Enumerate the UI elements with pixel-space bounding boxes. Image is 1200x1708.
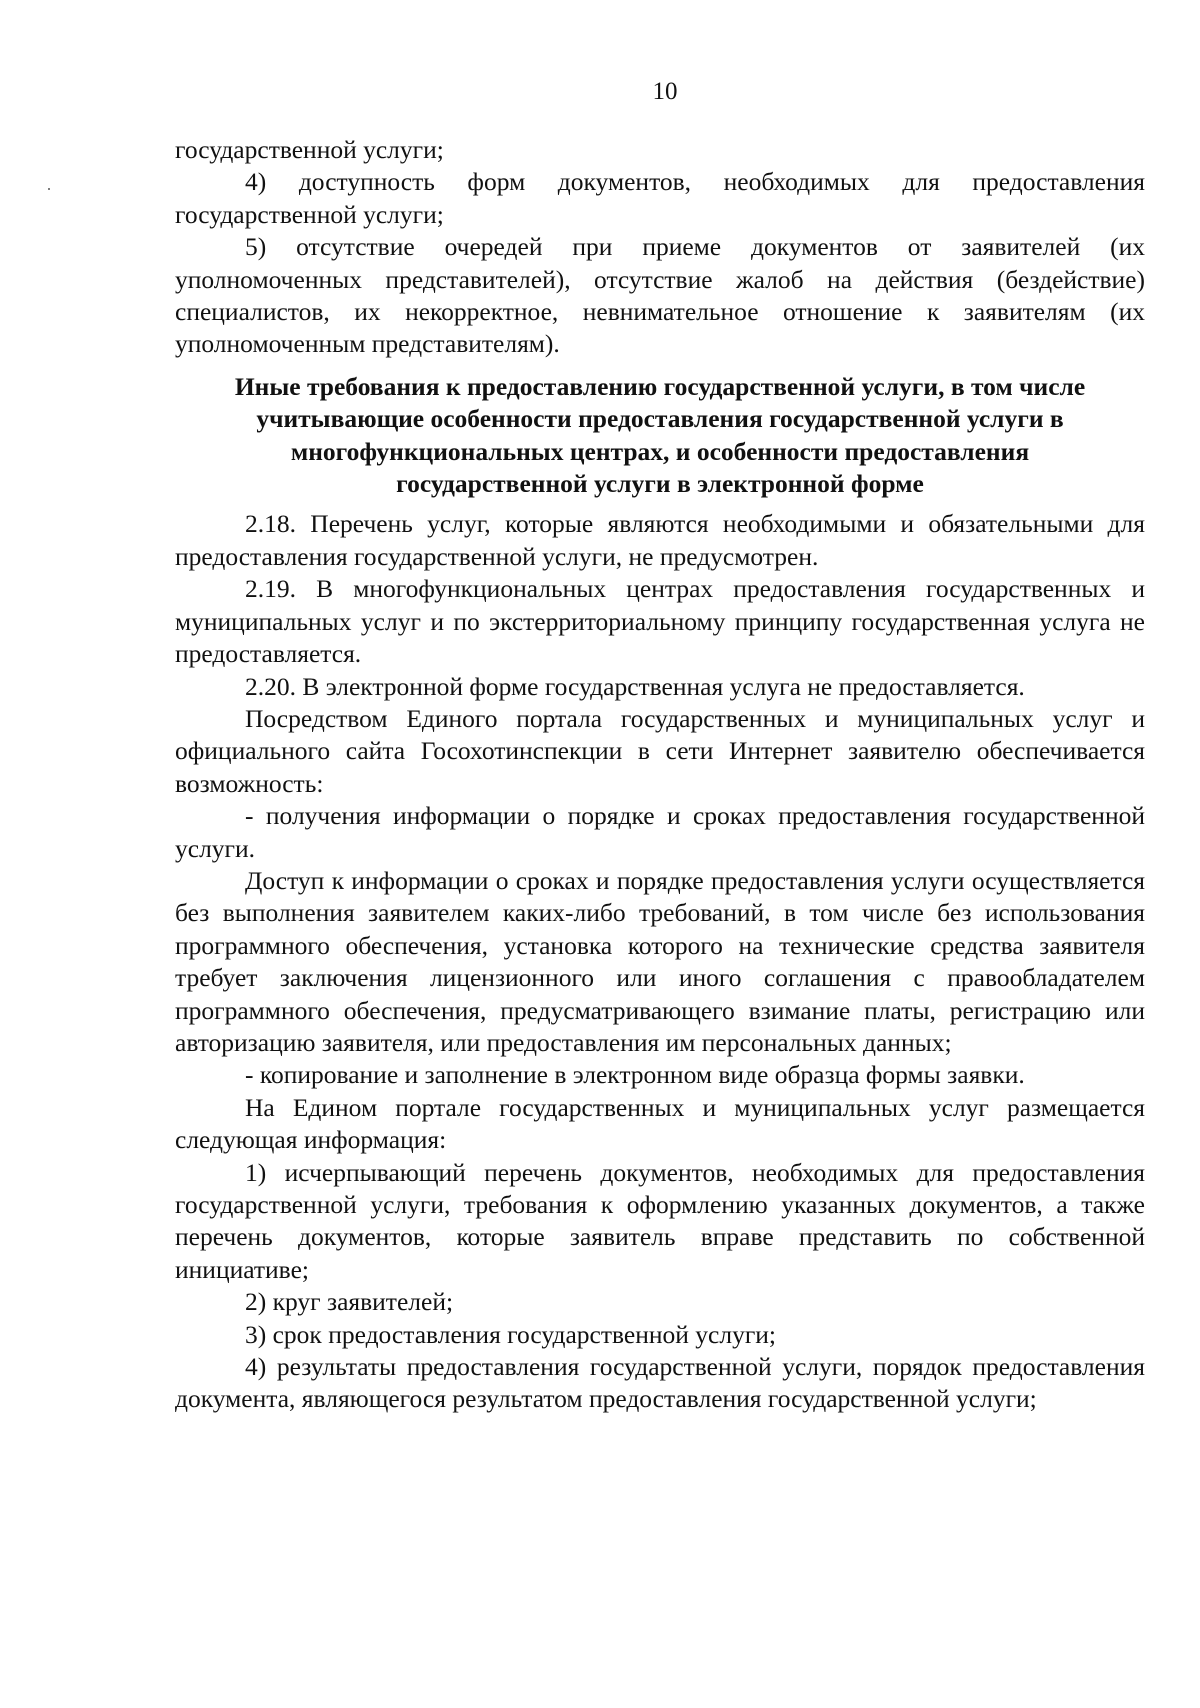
paragraph: 1) исчерпывающий перечень документов, необходимых для предоставления государственной услуги, требования к оформлению указанных документов, а также перечень документов, которые заявитель вправе представить по собственной инициативе;	[175, 1157, 1145, 1284]
heading-line: многофункциональных центрах, и особенности предоставления	[290, 436, 1030, 466]
paragraph: 2.19. В многофункциональных центрах предоставления государственных и муниципальных услуг и по экстерриториальному принципу государственная услуга не предоставляется.	[175, 574, 1145, 669]
paragraph: 5) отсутствие очередей при приеме документов от заявителей (их уполномоченных представителей), отсутствие жалоб на действия (бездействие) специалистов, их некорректное, невнимательное отношение к заявителям (их уполномоченным представителям).	[175, 232, 1145, 359]
document-body	[175, 134, 1145, 1416]
paragraph: - копирование и заполнение в электронном виде образца формы заявки.	[245, 1060, 1025, 1090]
paragraph: государственной услуги;	[175, 135, 444, 164]
paragraph: 3) срок предоставления государственной услуги;	[245, 1319, 777, 1349]
section-after-heading	[175, 508, 1145, 1415]
paragraph: На Едином портале государственных и муниципальных услуг размещается следующая информация:	[175, 1092, 1145, 1155]
section-before-heading	[175, 134, 1145, 361]
paragraph: Доступ к информации о сроках и порядке предоставления услуги осуществляется без выполнения заявителем каких-либо требований, в том числе без использования программного обеспечения, установка которого на технические средства заявителя требует заключения лицензионного или иного соглашения с правообладателем программного обеспечения, предусматривающего взимание платы, регистрацию или авторизацию заявителя, или предоставления им персональных данных;	[175, 865, 1145, 1057]
heading-line: Иные требования к предоставлению государственной услуги, в том числе	[234, 371, 1086, 401]
heading-line: учитывающие особенности предоставления государственной услуги в	[256, 404, 1064, 434]
scan-speck	[48, 188, 50, 190]
paragraph: 4) результаты предоставления государственной услуги, порядок предоставления документа, являющегося результатом предоставления государственной услуги;	[175, 1352, 1145, 1414]
heading-line: государственной услуги в электронной форме	[396, 469, 924, 499]
paragraph: 4) доступность форм документов, необходимых для предоставления государственной услуги;	[175, 167, 1145, 229]
page-number: 10	[652, 78, 678, 105]
paragraph: - получения информации о порядке и сроках предоставления государственной услуги.	[175, 801, 1145, 863]
paragraph: Посредством Единого портала государственных и муниципальных услуг и официального сайта Госохотинспекции в сети Интернет заявителю обеспечивается возможность:	[175, 703, 1145, 798]
paragraph: 2.20. В электронной форме государственная услуга не предоставляется.	[245, 671, 1025, 701]
paragraph: 2.18. Перечень услуг, которые являются необходимыми и обязательными для предоставления государственной услуги, не предусмотрен.	[175, 509, 1145, 571]
paragraph: 2) круг заявителей;	[245, 1287, 454, 1317]
section-heading	[175, 371, 1145, 501]
